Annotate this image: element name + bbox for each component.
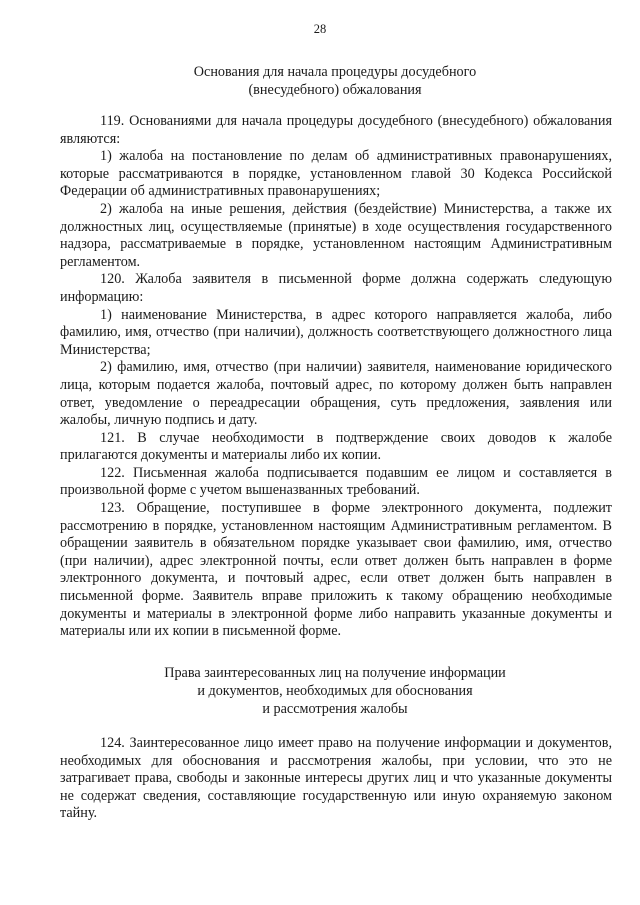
paragraph-119-item-1: 1) жалоба на постановление по делам об административных правонарушениях, которые рассматриваются в порядке, установленном главой 30 Кодекса Российской Федерации об административных правонарушениях; [60,148,612,200]
section-heading-information-rights [60,664,610,718]
section-body-information-rights [60,735,612,823]
paragraph-120-item-2: 2) фамилию, имя, отчество (при наличии) заявителя, наименование юридического лица, которым подается жалоба, почтовый адрес, по которому должен быть направлен ответ, уведомление о переадресации обращения, суть предложения, заявления или жалобы, личную подпись и дату. [60,359,612,429]
section-heading-appeal-grounds [60,63,610,99]
paragraph-121: 121. В случае необходимости в подтверждение своих доводов к жалобе прилагаются документы и материалы либо их копии. [60,429,612,464]
page-number: 28 [313,22,327,36]
heading-line: Основания для начала процедуры досудебного [193,64,477,80]
paragraph-120-item-1: 1) наименование Министерства, в адрес которого направляется жалоба, либо фамилию, имя, отчество (при наличии), должность соответствующего должностного лица Министерства; [60,306,612,358]
paragraph-122: 122. Письменная жалоба подписывается подавшим ее лицом и составляется в произвольной форме с учетом вышеназванных требований. [60,464,612,499]
paragraph-120: 120. Жалоба заявителя в письменной форме должна содержать следующую информацию: [60,271,612,305]
heading-line: Права заинтересованных лиц на получение информации [164,665,506,681]
heading-line: (внесудебного) обжалования [248,82,422,98]
paragraph-119-item-2: 2) жалоба на иные решения, действия (бездействие) Министерства, а также их должностных лиц, осуществляемые (принятые) в ходе осуществления государственного надзора, рассматриваемые в порядке, установленном настоящим Административным регламентом. [60,200,612,270]
paragraph-123: 123. Обращение, поступившее в форме электронного документа, подлежит рассмотрению в порядке, установленном настоящим Административным регламентом. В обращении заявитель в обязательном порядке указывает свои фамилию, имя, отчество (при наличии), адрес электронной почты, если ответ должен быть направлен в форме электронного документа, и почтовый адрес, если ответ должен быть направлен в письменной форме. Заявитель вправе приложить к такому обращению необходимые документы и материалы в электронной форме либо направить указанные документы и материалы или их копии в письменной форме. [60,500,612,640]
section-body-appeal-grounds [60,113,612,641]
paragraph-124: 124. Заинтересованное лицо имеет право на получение информации и документов, необходимых для обоснования и рассмотрения жалобы, при условии, что это не затрагивает права, свободы и законные интересы других лиц и что указанные документы не содержат сведения, составляющие государственную или иную охраняемую законом тайну. [60,735,612,822]
heading-line: и документов, необходимых для обоснования [197,683,473,699]
paragraph-119: 119. Основаниями для начала процедуры досудебного (внесудебного) обжалования являются: [60,113,612,147]
heading-line: и рассмотрения жалобы [262,701,408,717]
